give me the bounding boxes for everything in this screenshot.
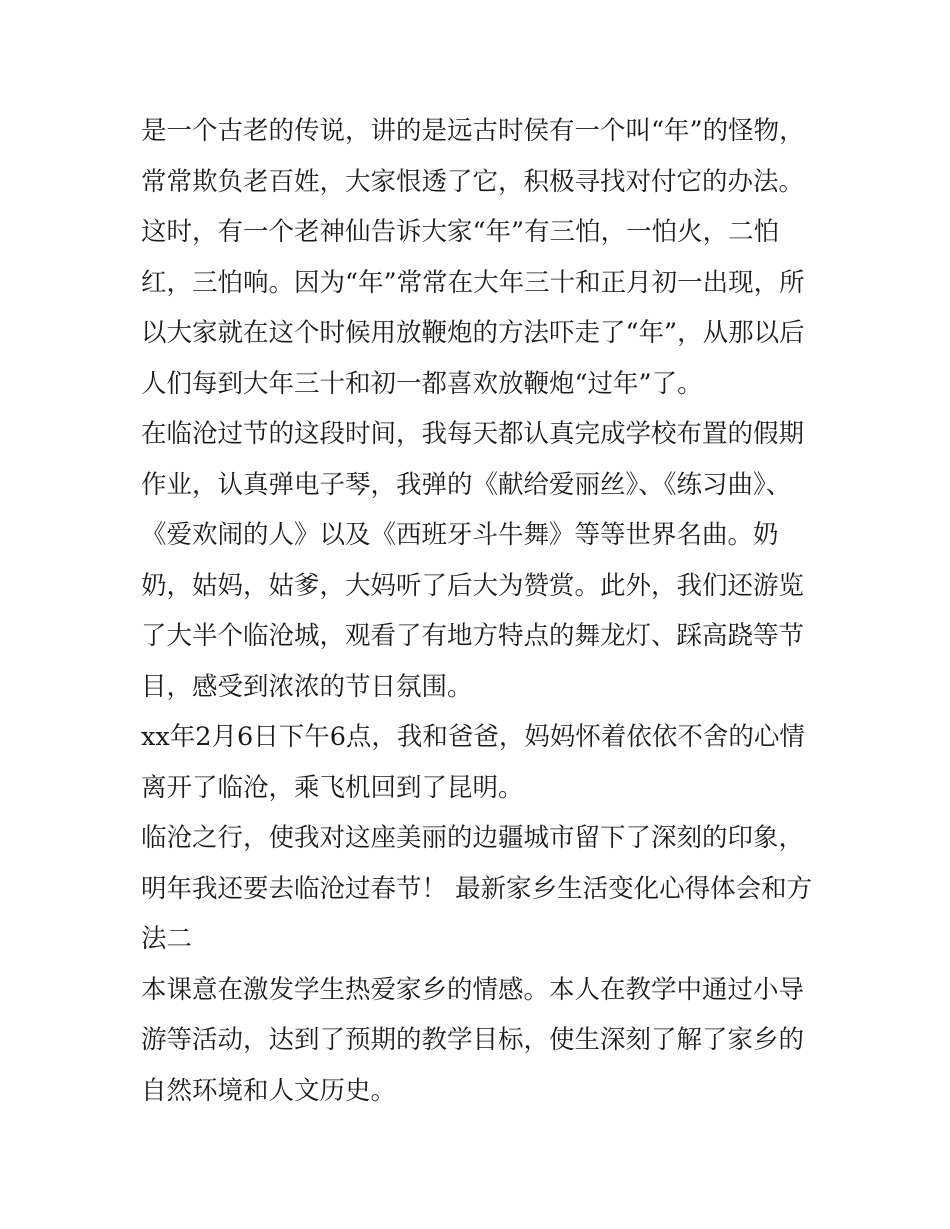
paragraph-holiday-activities: 在临沧过节的这段时间，我每天都认真完成学校布置的假期作业，认真弹电子琴，我弹的《献给爱丽丝》、《练习曲》、《爱欢闹的人》以及《西班牙斗牛舞》等等世界名曲。奶奶，姑妈，姑爹，大妈听了后大为赞赏。此外，我们还游览了大半个临沧城，观看了有地方特点的舞龙灯、踩高跷等节目，感受到浓浓的节日氛围。 bbox=[141, 419, 805, 702]
paragraph-nian-legend: 是一个古老的传说，讲的是远古时侯有一个叫“年”的怪物，常常欺负老百姓，大家恨透了它，积极寻找对付它的办法。这时，有一个老神仙告诉大家“年”有三怕，一怕火，二怕红，三怕响。因为“年”常常在大年三十和正月初一出现，所以大家就在这个时候用放鞭炮的方法吓走了“年”，从那以后人们每到大年三十和初一都喜欢放鞭炮“过年”了。 bbox=[141, 116, 805, 399]
paragraph-lesson-reflection: 本课意在激发学生热爱家乡的情感。本人在教学中通过小导游等活动，达到了预期的教学目标，使生深刻了解了家乡的自然环境和人文历史。 bbox=[141, 974, 805, 1106]
paragraph-return-trip: xx年2月6日下午6点，我和爸爸，妈妈怀着依依不舍的心情离开了临沧，乘飞机回到了昆明。 bbox=[141, 722, 805, 803]
paragraph-impression: 临沧之行，使我对这座美丽的边疆城市留下了深刻的印象，明年我还要去临沧过春节！ 最新家乡生活变化心得体会和方法二 bbox=[141, 823, 813, 954]
document-body bbox=[141, 106, 813, 1116]
